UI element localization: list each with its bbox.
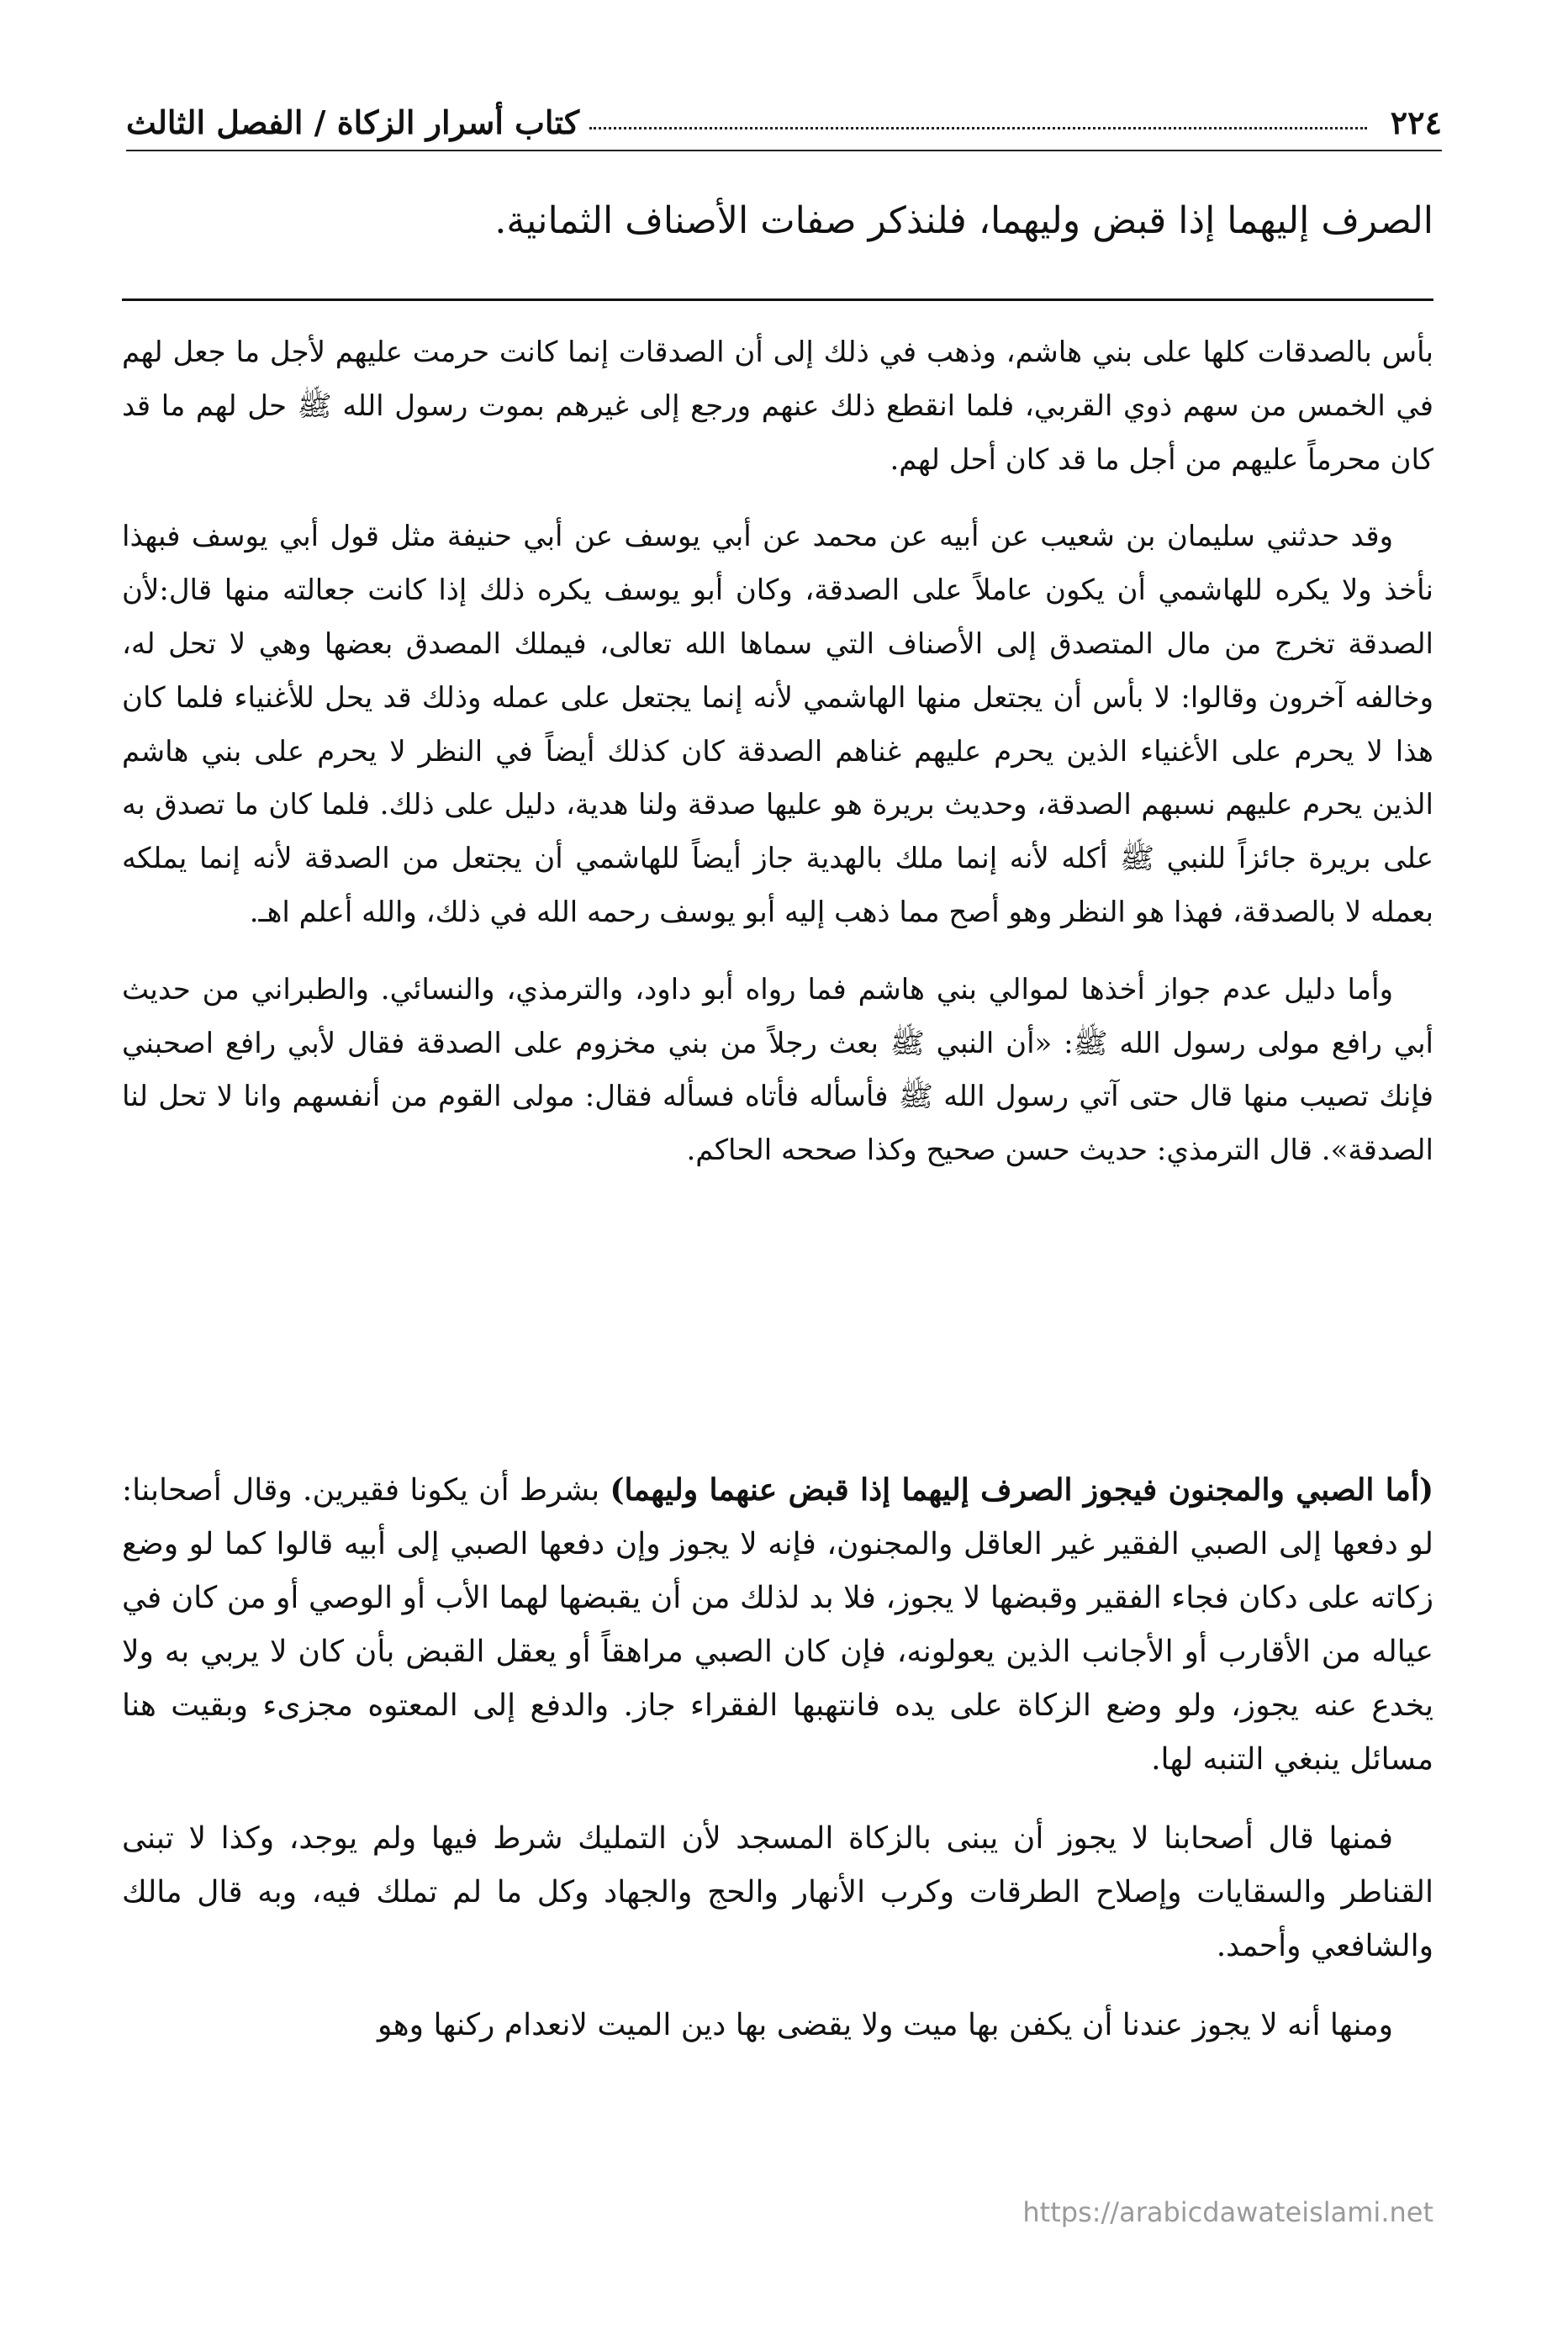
footnote-separator (122, 298, 1433, 301)
main-paragraph-2: فمنها قال أصحابنا لا يجوز أن يبنى بالزكاة المسجد لأن التمليك شرط فيها ولم يوجد، وكذا لا تبنى القناطر والسقايات وإصلاح الطرقات وكرب الأنهار والحج والجهاد وكل ما لم تملك فيه، وبه قال مالك والشافعي وأحمد. (122, 1821, 1433, 1963)
footnote-paragraph-1: بأس بالصدقات كلها على بني هاشم، وذهب في ذلك إلى أن الصدقات إنما كانت حرمت عليهم لأجل ما جعل لهم في الخمس من سهم ذوي القربي، فلما انقطع ذلك عنهم ورجع إلى غيرهم بموت رسول الله ﷺ حل لهم ما قد كان محرماً عليهم من أجل ما قد كان أحل لهم. (122, 335, 1433, 477)
page-number: ٢٢٤ (1390, 103, 1442, 141)
main-text-top: الصرف إليهما إذا قبض وليهما، فلنذكر صفات الأصناف الثمانية. (494, 199, 1433, 242)
main-paragraph-1 (122, 1463, 1433, 1787)
page-header (126, 91, 1442, 141)
footnote-paragraph-3: وأما دليل عدم جواز أخذها لموالي بني هاشم فما رواه أبو داود، والترمذي، والنسائي. والطبراني من حديث أبي رافع مولى رسول الله ﷺ: «أن النبي ﷺ بعث رجلاً من بني مخزوم على الصدقة فقال لأبي رافع اصحبني فإنك تصيب منها قال حتى آتي رسول الله ﷺ فأسأله فأتاه فسأله فقال: مولى القوم من أنفسهم وانا لا تحل لنا الصدقة». قال الترمذي: حديث حسن صحيح وكذا صححه الحاكم. (122, 972, 1433, 1168)
header-dot-leader (589, 127, 1367, 129)
main-paragraph-3: ومنها أنه لا يجوز عندنا أن يكفن بها ميت ولا يقضى بها دين الميت لانعدام ركنها وهو (377, 2008, 1393, 2042)
main-paragraph-1-body: بشرط أن يكونا فقيرين. وقال أصحابنا: لو دفعها إلى الصبي الفقير غير العاقل والمجنون، فإنه لا يجوز وإن دفعها الصبي إلى أبيه قالوا كما لو وضع زكاته على دكان فجاء الفقير وقبضها لا يجوز، فلا بد لذلك من أن يقبضها لهما الأب أو الوصي أو من كان في عياله من الأقارب أو الأجانب الذين يعولونه، فإن كان الصبي مراهقاً أو يعقل القبض بأن كان لا يربي به ولا يخدع عنه يجوز، ولو وضع الزكاة على يده فانتهبها الفقراء جاز. والدفع إلى المعتوه مجزىء وبقيت هنا مسائل ينبغي التنبه لها. (122, 1473, 1434, 1777)
watermark-url: https://arabicdawateislami.net (1022, 2196, 1433, 2228)
footnote-block (122, 326, 1433, 1202)
footnote-paragraph-2: وقد حدثني سليمان بن شعيب عن أبيه عن محمد عن أبي يوسف عن أبي حنيفة مثل قول أبي يوسف فبهذا نأخذ ولا يكره للهاشمي أن يكون عاملاً على الصدقة، وكان أبو يوسف يكره ذلك إذا كانت جعالته منها قال:لأن الصدقة تخرج من مال المتصدق إلى الأصناف التي سماها الله تعالى، فيملك المصدق بعضها وهي لا تحل له، وخالفه آخرون وقالوا: لا بأس أن يجتعل منها الهاشمي لأنه إنما يجتعل على عمله وذلك قد يحل للأغنياء فلما كان هذا لا يحرم على الأغنياء الذين يحرم عليهم غناهم الصدقة كان كذلك أيضاً في النظر لا يحرم على بني هاشم الذين يحرم عليهم نسبهم الصدقة، وحديث بريرة هو عليها صدقة ولنا هدية، دليل على ذلك. فلما كان ما تصدق به على بريرة جائزاً للنبي ﷺ أكله لأنه إنما ملك بالهدية جاز أيضاً للهاشمي أن يجتعل من الصدقة لأنه إنما يملكه بعمله لا بالصدقة، فهذا هو النظر وهو أصح مما ذهب إليه أبو يوسف رحمه الله في ذلك، والله أعلم اهـ. (122, 520, 1433, 929)
main-paragraph-1-heading: (أما الصبي والمجنون فيجوز الصرف إليهما إذا قبض عنهما وليهما) (610, 1472, 1433, 1508)
main-text-block (122, 1463, 1433, 2078)
header-rule (126, 150, 1442, 151)
book-title: كتاب أسرار الزكاة / الفصل الثالث (126, 103, 580, 141)
